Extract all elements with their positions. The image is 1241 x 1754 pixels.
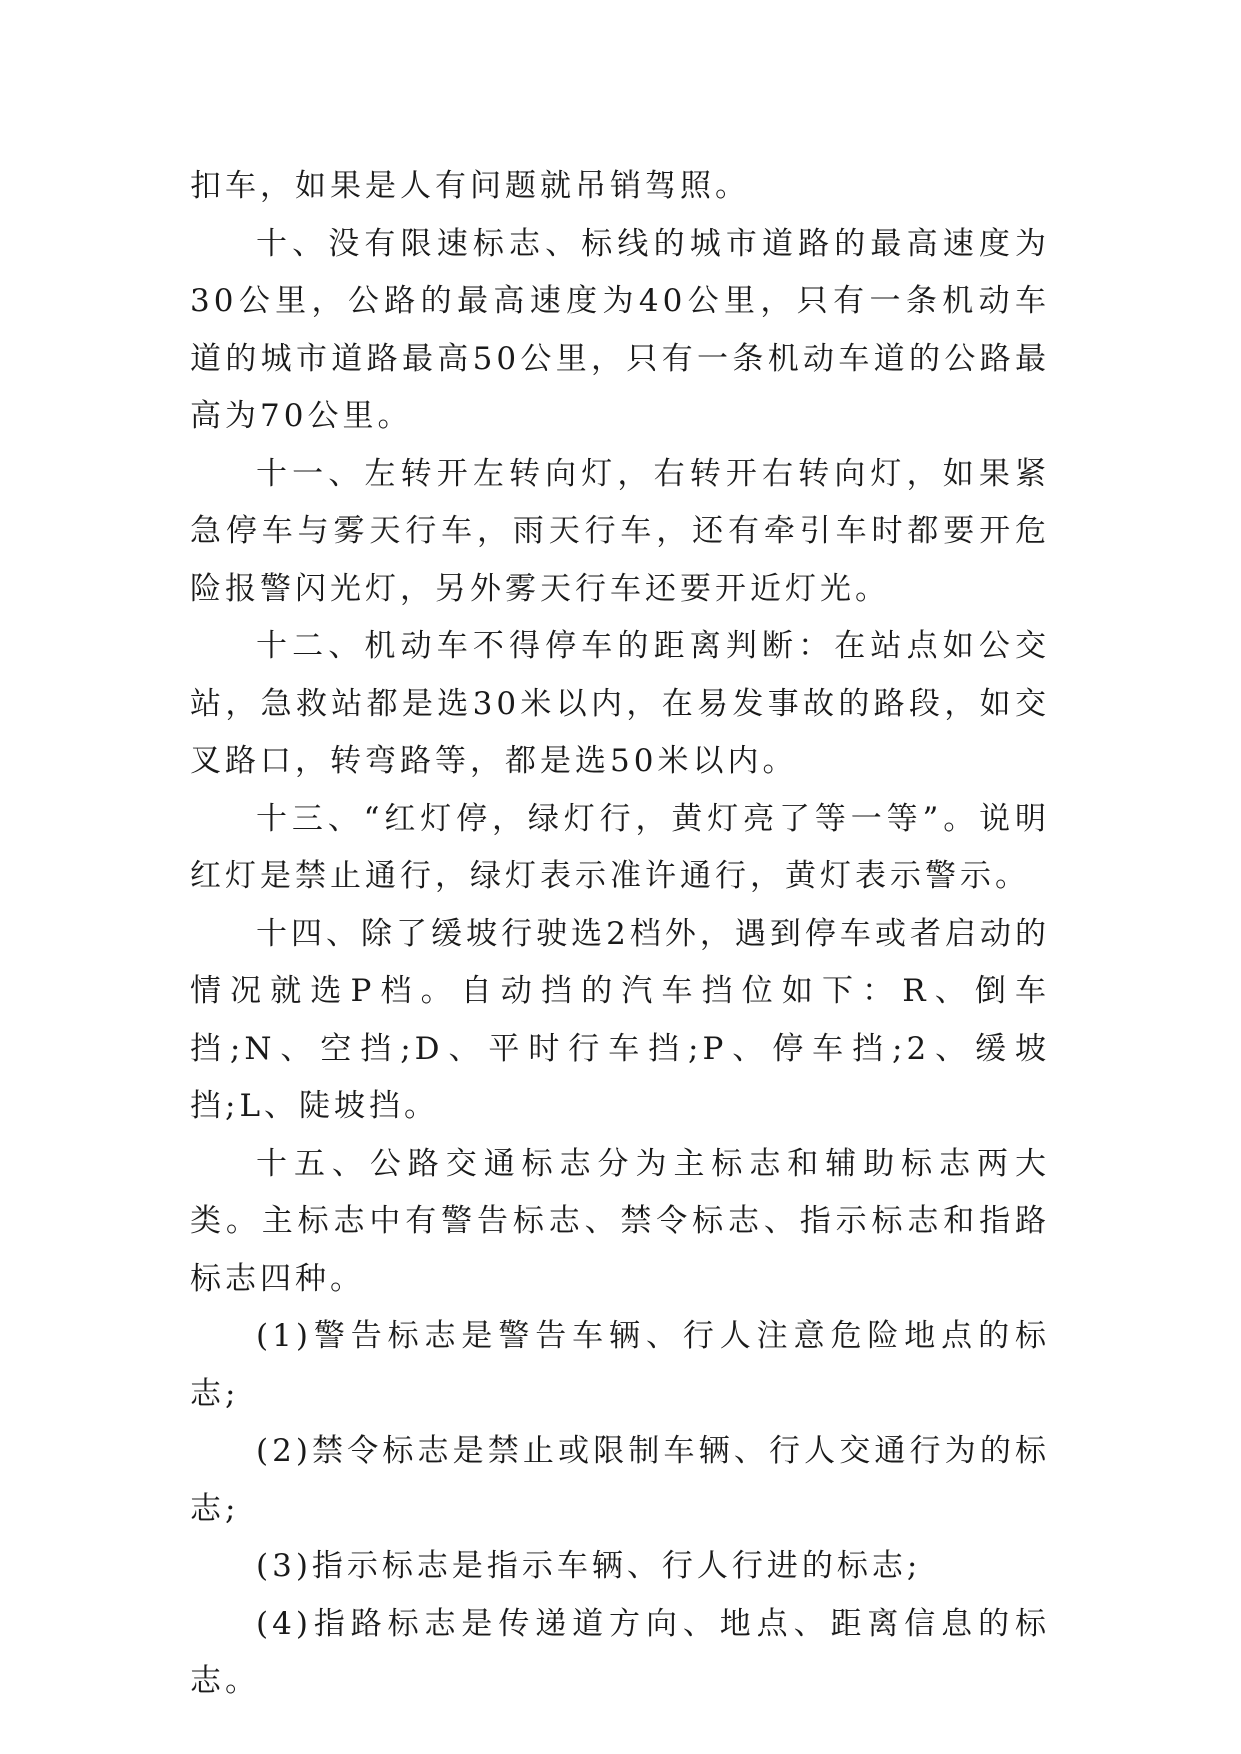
sub-item-prohibition-signs: (2)禁令标志是禁止或限制车辆、行人交通行为的标志; <box>190 1433 1050 1527</box>
sub-item-warning-signs: (1)警告标志是警告车辆、行人注意危险地点的标志; <box>190 1318 1050 1412</box>
paragraph-item-10: 十、没有限速标志、标线的城市道路的最高速度为30公里，公路的最高速度为40公里，只有一条机动车道的城市道路最高50公里，只有一条机动车道的公路最高为70公里。 <box>190 225 1050 434</box>
paragraph-continuation: 扣车，如果是人有问题就吊销驾照。 <box>190 168 750 204</box>
sub-item-mandatory-signs: (3)指示标志是指示车辆、行人行进的标志; <box>256 1548 922 1584</box>
paragraph-item-11: 十一、左转开左转向灯，右转开右转向灯，如果紧急停车与雾天行车，雨天行车，还有牵引车时都要开危险报警闪光灯，另外雾天行车还要开近灯光。 <box>190 455 1050 607</box>
document-body <box>190 158 1050 1711</box>
paragraph-item-12: 十二、机动车不得停车的距离判断：在站点如公交站，急救站都是选30米以内，在易发事故的路段，如交叉路口，转弯路等，都是选50米以内。 <box>190 628 1050 779</box>
paragraph-item-13: 十三、“红灯停，绿灯行，黄灯亮了等一等”。说明红灯是禁止通行，绿灯表示准许通行，黄灯表示警示。 <box>190 800 1050 894</box>
paragraph-item-14: 十四、除了缓坡行驶选2档外，遇到停车或者启动的情况就选P档。自动挡的汽车挡位如下：R、倒车挡;N、空挡;D、平时行车挡;P、停车挡;2、缓坡挡;L、陡坡挡。 <box>190 915 1050 1124</box>
sub-item-guide-signs: (4)指路标志是传递道方向、地点、距离信息的标志。 <box>190 1605 1050 1699</box>
paragraph-item-15: 十五、公路交通标志分为主标志和辅助标志两大类。主标志中有警告标志、禁令标志、指示标志和指路标志四种。 <box>190 1145 1050 1297</box>
